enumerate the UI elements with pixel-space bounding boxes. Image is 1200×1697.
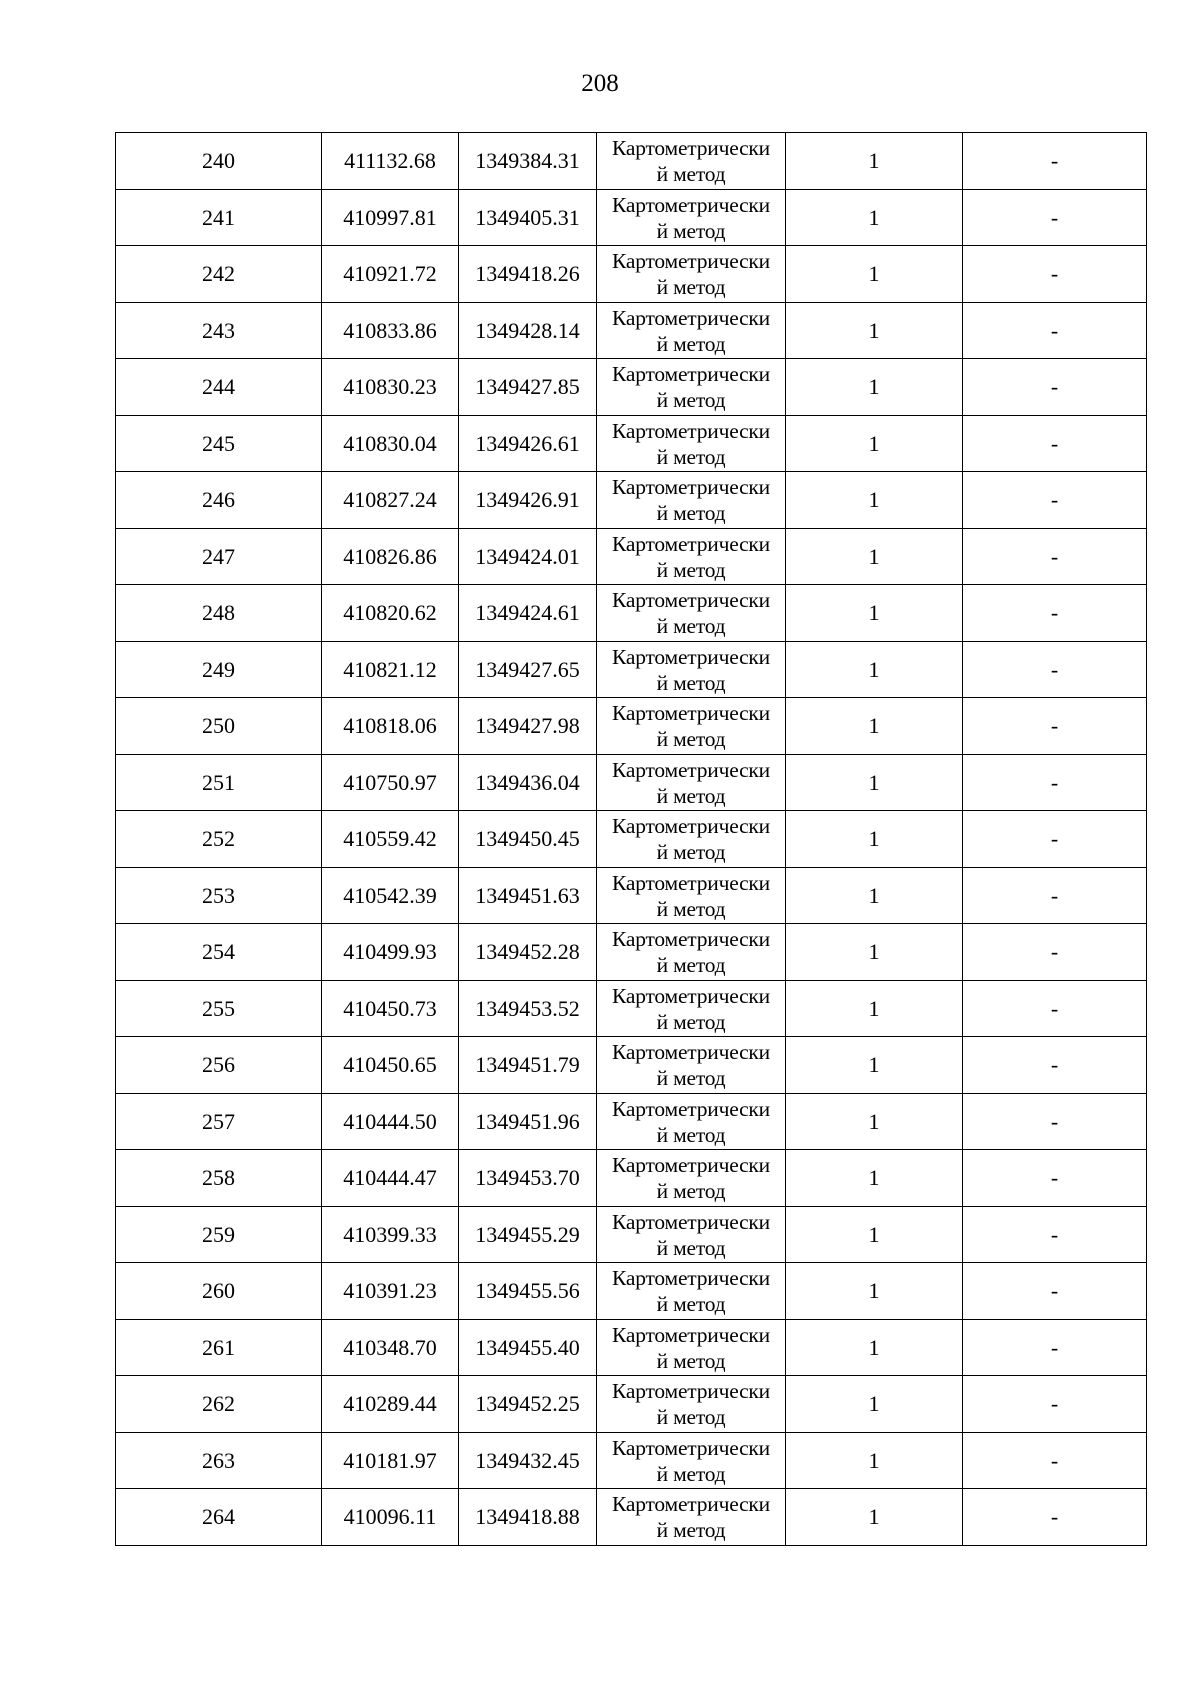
accuracy-cell: 1 [786,302,963,359]
method-line-1: Картометрически [612,757,770,782]
method-text [597,1490,785,1543]
table-row [116,1150,1147,1207]
table-row [116,528,1147,585]
method-text [597,869,785,922]
coordinates-table [115,132,1147,1546]
accuracy-cell: 1 [786,1376,963,1433]
accuracy-cell: 1 [786,1037,963,1094]
method-line-2: й метод [656,614,726,639]
table-row [116,980,1147,1037]
accuracy-cell: 1 [786,472,963,529]
x-coordinate-cell: 410826.86 [322,528,459,585]
method-cell [597,1206,786,1263]
description-cell: - [963,1319,1147,1376]
method-cell [597,867,786,924]
method-line-1: Картометрически [612,192,770,217]
point-number-cell: 255 [116,980,322,1037]
y-coordinate-cell: 1349453.70 [459,1150,597,1207]
method-text [597,982,785,1035]
table-row [116,1093,1147,1150]
x-coordinate-cell: 410444.50 [322,1093,459,1150]
point-number-cell: 257 [116,1093,322,1150]
table-row [116,811,1147,868]
description-cell: - [963,1263,1147,1320]
method-cell [597,133,786,190]
y-coordinate-cell: 1349426.91 [459,472,597,529]
description-cell: - [963,1432,1147,1489]
method-line-2: й метод [656,1348,726,1373]
method-cell [597,359,786,416]
method-cell [597,754,786,811]
accuracy-cell: 1 [786,1206,963,1263]
accuracy-cell: 1 [786,1150,963,1207]
point-number-cell: 256 [116,1037,322,1094]
method-line-1: Картометрически [612,870,770,895]
table-row [116,1432,1147,1489]
point-number-cell: 251 [116,754,322,811]
method-text [597,925,785,978]
method-line-1: Картометрически [612,249,770,274]
point-number-cell: 253 [116,867,322,924]
accuracy-cell: 1 [786,1319,963,1376]
description-cell: - [963,698,1147,755]
method-cell [597,1489,786,1546]
description-cell: - [963,867,1147,924]
x-coordinate-cell: 410827.24 [322,472,459,529]
x-coordinate-cell: 410559.42 [322,811,459,868]
method-line-1: Картометрически [612,418,770,443]
method-text [597,1434,785,1487]
accuracy-cell: 1 [786,189,963,246]
method-line-1: Картометрически [612,1209,770,1234]
description-cell: - [963,754,1147,811]
x-coordinate-cell: 410450.65 [322,1037,459,1094]
x-coordinate-cell: 410096.11 [322,1489,459,1546]
method-cell [597,1263,786,1320]
point-number-cell: 243 [116,302,322,359]
y-coordinate-cell: 1349424.61 [459,585,597,642]
x-coordinate-cell: 410833.86 [322,302,459,359]
y-coordinate-cell: 1349453.52 [459,980,597,1037]
description-cell: - [963,980,1147,1037]
method-text [597,530,785,583]
table-row [116,754,1147,811]
accuracy-cell: 1 [786,246,963,303]
method-line-1: Картометрически [612,1266,770,1291]
method-cell [597,641,786,698]
method-line-2: й метод [656,331,726,356]
method-line-1: Картометрически [612,1153,770,1178]
table-row [116,1263,1147,1320]
table-row [116,189,1147,246]
description-cell: - [963,1489,1147,1546]
y-coordinate-cell: 1349424.01 [459,528,597,585]
point-number-cell: 248 [116,585,322,642]
accuracy-cell: 1 [786,1432,963,1489]
method-line-1: Картометрически [612,814,770,839]
method-cell [597,585,786,642]
method-text [597,1151,785,1204]
y-coordinate-cell: 1349418.88 [459,1489,597,1546]
x-coordinate-cell: 410444.47 [322,1150,459,1207]
table-row [116,698,1147,755]
method-text [597,1377,785,1430]
method-cell [597,302,786,359]
method-line-2: й метод [656,1518,726,1543]
method-cell [597,246,786,303]
x-coordinate-cell: 410921.72 [322,246,459,303]
point-number-cell: 241 [116,189,322,246]
accuracy-cell: 1 [786,585,963,642]
table-row [116,359,1147,416]
accuracy-cell: 1 [786,811,963,868]
x-coordinate-cell: 410830.04 [322,415,459,472]
description-cell: - [963,1150,1147,1207]
x-coordinate-cell: 410391.23 [322,1263,459,1320]
point-number-cell: 244 [116,359,322,416]
method-cell [597,472,786,529]
y-coordinate-cell: 1349384.31 [459,133,597,190]
description-cell: - [963,811,1147,868]
description-cell: - [963,1206,1147,1263]
method-line-1: Картометрически [612,1435,770,1460]
method-text [597,1264,785,1317]
point-number-cell: 259 [116,1206,322,1263]
point-number-cell: 242 [116,246,322,303]
method-cell [597,528,786,585]
point-number-cell: 264 [116,1489,322,1546]
table-row [116,1206,1147,1263]
table-row [116,1037,1147,1094]
point-number-cell: 263 [116,1432,322,1489]
method-text [597,812,785,865]
description-cell: - [963,302,1147,359]
point-number-cell: 260 [116,1263,322,1320]
accuracy-cell: 1 [786,415,963,472]
y-coordinate-cell: 1349455.56 [459,1263,597,1320]
method-line-2: й метод [656,1066,726,1091]
method-text [597,360,785,413]
point-number-cell: 261 [116,1319,322,1376]
method-cell [597,980,786,1037]
description-cell: - [963,246,1147,303]
method-text [597,473,785,526]
method-cell [597,1150,786,1207]
method-text [597,643,785,696]
y-coordinate-cell: 1349427.85 [459,359,597,416]
page-number: 208 [581,70,619,97]
method-text [597,417,785,470]
point-number-cell: 262 [116,1376,322,1433]
accuracy-cell: 1 [786,698,963,755]
method-text [597,1208,785,1261]
method-line-2: й метод [656,1461,726,1486]
x-coordinate-cell: 411132.68 [322,133,459,190]
table-row [116,641,1147,698]
x-coordinate-cell: 410399.33 [322,1206,459,1263]
method-line-2: й метод [656,162,726,187]
x-coordinate-cell: 410750.97 [322,754,459,811]
y-coordinate-cell: 1349451.79 [459,1037,597,1094]
description-cell: - [963,528,1147,585]
x-coordinate-cell: 410289.44 [322,1376,459,1433]
y-coordinate-cell: 1349427.65 [459,641,597,698]
table-row [116,585,1147,642]
y-coordinate-cell: 1349455.29 [459,1206,597,1263]
method-cell [597,1037,786,1094]
table-row [116,415,1147,472]
y-coordinate-cell: 1349427.98 [459,698,597,755]
point-number-cell: 258 [116,1150,322,1207]
accuracy-cell: 1 [786,1093,963,1150]
point-number-cell: 252 [116,811,322,868]
method-cell [597,1432,786,1489]
table-row [116,1319,1147,1376]
method-line-1: Картометрически [612,927,770,952]
method-line-2: й метод [656,388,726,413]
method-cell [597,698,786,755]
method-line-1: Картометрически [612,475,770,500]
method-line-2: й метод [656,218,726,243]
x-coordinate-cell: 410818.06 [322,698,459,755]
accuracy-cell: 1 [786,867,963,924]
coordinates-table-body [116,133,1147,1546]
y-coordinate-cell: 1349455.40 [459,1319,597,1376]
description-cell: - [963,641,1147,698]
method-line-1: Картометрически [612,701,770,726]
method-text [597,304,785,357]
method-line-2: й метод [656,670,726,695]
method-line-2: й метод [656,953,726,978]
description-cell: - [963,1376,1147,1433]
y-coordinate-cell: 1349452.25 [459,1376,597,1433]
method-line-2: й метод [656,501,726,526]
method-line-2: й метод [656,727,726,752]
method-line-1: Картометрически [612,1040,770,1065]
accuracy-cell: 1 [786,980,963,1037]
method-line-1: Картометрически [612,1492,770,1517]
point-number-cell: 245 [116,415,322,472]
method-cell [597,1093,786,1150]
method-line-1: Картометрически [612,983,770,1008]
x-coordinate-cell: 410821.12 [322,641,459,698]
method-text [597,756,785,809]
description-cell: - [963,1093,1147,1150]
method-line-2: й метод [656,1235,726,1260]
description-cell: - [963,1037,1147,1094]
method-text [597,134,785,187]
description-cell: - [963,189,1147,246]
method-line-2: й метод [656,1405,726,1430]
table-row [116,246,1147,303]
y-coordinate-cell: 1349450.45 [459,811,597,868]
accuracy-cell: 1 [786,359,963,416]
description-cell: - [963,585,1147,642]
description-cell: - [963,415,1147,472]
method-line-1: Картометрически [612,362,770,387]
method-line-2: й метод [656,1292,726,1317]
x-coordinate-cell: 410450.73 [322,980,459,1037]
method-cell [597,415,786,472]
x-coordinate-cell: 410542.39 [322,867,459,924]
accuracy-cell: 1 [786,528,963,585]
point-number-cell: 246 [116,472,322,529]
method-line-2: й метод [656,896,726,921]
method-text [597,1321,785,1374]
method-text [597,699,785,752]
table-row [116,1376,1147,1433]
y-coordinate-cell: 1349426.61 [459,415,597,472]
point-number-cell: 254 [116,924,322,981]
accuracy-cell: 1 [786,1263,963,1320]
method-line-2: й метод [656,783,726,808]
table-row [116,1489,1147,1546]
table-row [116,867,1147,924]
y-coordinate-cell: 1349436.04 [459,754,597,811]
method-text [597,586,785,639]
x-coordinate-cell: 410499.93 [322,924,459,981]
method-line-2: й метод [656,275,726,300]
point-number-cell: 249 [116,641,322,698]
table-row [116,302,1147,359]
x-coordinate-cell: 410181.97 [322,1432,459,1489]
method-cell [597,811,786,868]
method-line-2: й метод [656,840,726,865]
y-coordinate-cell: 1349451.63 [459,867,597,924]
description-cell: - [963,472,1147,529]
method-line-1: Картометрически [612,588,770,613]
method-text [597,1095,785,1148]
method-line-2: й метод [656,557,726,582]
accuracy-cell: 1 [786,641,963,698]
method-line-2: й метод [656,1009,726,1034]
y-coordinate-cell: 1349432.45 [459,1432,597,1489]
y-coordinate-cell: 1349428.14 [459,302,597,359]
y-coordinate-cell: 1349452.28 [459,924,597,981]
method-line-1: Картометрически [612,531,770,556]
method-line-1: Картометрически [612,644,770,669]
point-number-cell: 247 [116,528,322,585]
table-row [116,924,1147,981]
description-cell: - [963,359,1147,416]
method-cell [597,189,786,246]
y-coordinate-cell: 1349405.31 [459,189,597,246]
method-text [597,191,785,244]
x-coordinate-cell: 410348.70 [322,1319,459,1376]
method-line-1: Картометрически [612,305,770,330]
method-line-1: Картометрически [612,1322,770,1347]
method-line-1: Картометрически [612,136,770,161]
accuracy-cell: 1 [786,133,963,190]
description-cell: - [963,924,1147,981]
method-text [597,1038,785,1091]
x-coordinate-cell: 410820.62 [322,585,459,642]
accuracy-cell: 1 [786,754,963,811]
x-coordinate-cell: 410997.81 [322,189,459,246]
method-line-1: Картометрически [612,1096,770,1121]
x-coordinate-cell: 410830.23 [322,359,459,416]
table-row [116,133,1147,190]
description-cell: - [963,133,1147,190]
method-line-2: й метод [656,1122,726,1147]
table-row [116,472,1147,529]
y-coordinate-cell: 1349451.96 [459,1093,597,1150]
y-coordinate-cell: 1349418.26 [459,246,597,303]
method-cell [597,1376,786,1433]
accuracy-cell: 1 [786,1489,963,1546]
method-line-1: Картометрически [612,1379,770,1404]
method-line-2: й метод [656,1179,726,1204]
method-text [597,247,785,300]
method-line-2: й метод [656,444,726,469]
point-number-cell: 250 [116,698,322,755]
method-cell [597,924,786,981]
method-cell [597,1319,786,1376]
accuracy-cell: 1 [786,924,963,981]
point-number-cell: 240 [116,133,322,190]
